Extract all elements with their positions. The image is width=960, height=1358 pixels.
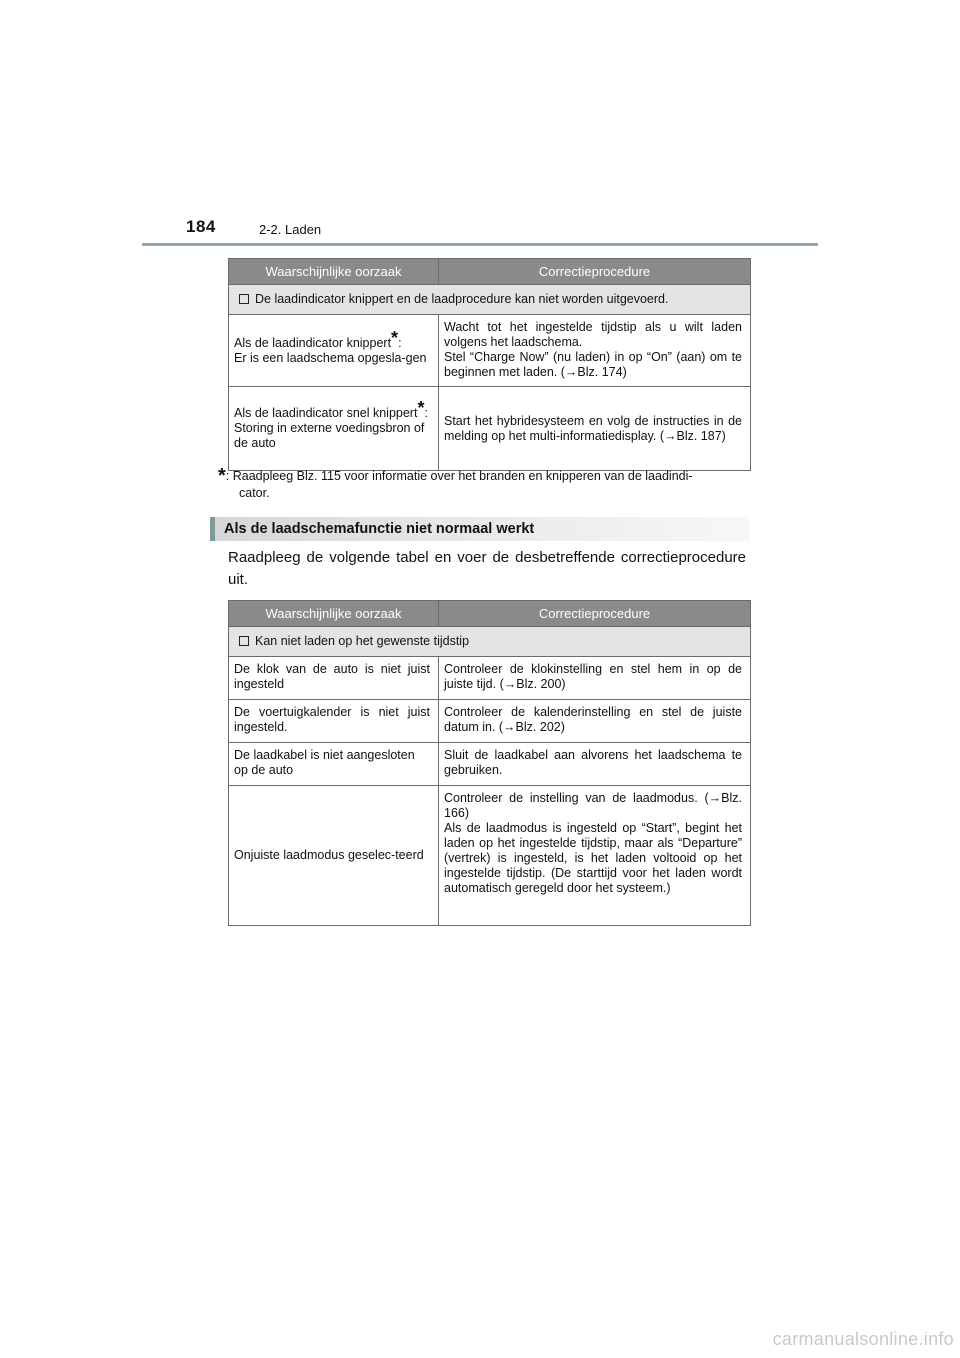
cause-cell: Als de laadindicator knippert*: Er is een laadschema opgesla-gen bbox=[229, 315, 439, 387]
section-label: 2-2. Laden bbox=[259, 222, 322, 237]
intro-paragraph: Raadpleeg de volgende tabel en voer de desbetreffende correctieprocedure uit. bbox=[228, 549, 746, 588]
page-number: 184 bbox=[186, 217, 216, 236]
section-heading-text: Als de laadschemafunctie niet normaal werkt bbox=[224, 521, 535, 537]
procedure-cell: Sluit de laadkabel aan alvorens het laadschema te gebruiken. bbox=[439, 743, 751, 786]
procedure-cell: Start het hybridesysteem en volg de instructies in de melding op het multi-informatiedisplay. (→Blz. 187) bbox=[439, 387, 751, 471]
cause-cell: De laadkabel is niet aangesloten op de auto bbox=[229, 743, 439, 786]
checkbox-icon bbox=[239, 294, 249, 304]
asterisk-icon: * bbox=[218, 465, 226, 487]
watermark: carmanualsonline.info bbox=[772, 1329, 954, 1349]
header-rule bbox=[142, 243, 818, 246]
procedure-cell: Controleer de klokinstelling en stel hem in op de juiste tijd. (→Blz. 200) bbox=[439, 657, 751, 700]
checkbox-icon bbox=[239, 636, 249, 646]
column-header-cause: Waarschijnlijke oorzaak bbox=[229, 259, 439, 285]
section-heading bbox=[210, 517, 750, 541]
column-header-procedure: Correctieprocedure bbox=[439, 259, 751, 285]
troubleshooting-table-2 bbox=[228, 600, 751, 926]
table-subheading: De laadindicator knippert en de laadprocedure kan niet worden uitgevoerd. bbox=[229, 285, 751, 315]
column-header-cause: Waarschijnlijke oorzaak bbox=[229, 601, 439, 627]
footnote: *: Raadpleeg Blz. 115 voor informatie over het branden en knipperen van de laadindi- cator. bbox=[218, 465, 693, 500]
cause-cell: De voertuigkalender is niet juist ingesteld. bbox=[229, 700, 439, 743]
asterisk-icon: * bbox=[417, 398, 425, 418]
column-header-procedure: Correctieprocedure bbox=[439, 601, 751, 627]
procedure-cell: Controleer de kalenderinstelling en stel de juiste datum in. (→Blz. 202) bbox=[439, 700, 751, 743]
cause-cell: Als de laadindicator snel knippert*: Storing in externe voedingsbron of de auto bbox=[229, 387, 439, 471]
heading-accent bbox=[210, 517, 215, 541]
procedure-cell: Wacht tot het ingestelde tijdstip als u wilt laden volgens het laadschema. Stel “Charge Now” (nu laden) in op “On” (aan) om te beginnen met laden. (→Blz. 174) bbox=[439, 315, 751, 387]
table-subheading: Kan niet laden op het gewenste tijdstip bbox=[229, 627, 751, 657]
cause-cell: De klok van de auto is niet juist ingesteld bbox=[229, 657, 439, 700]
troubleshooting-table-1 bbox=[228, 258, 751, 471]
asterisk-icon: * bbox=[391, 327, 399, 348]
procedure-cell: Controleer de instelling van de laadmodus. (→Blz. 166) Als de laadmodus is ingesteld op “Start”, begint het laden op het ingestelde tijdstip, maar als “Departure” (vertrek) is ingesteld, is het laden voltooid op het ingestelde tijdstip. (De starttijd voor het laden wordt automatisch geregeld door het systeem.) bbox=[439, 786, 751, 926]
cause-cell: Onjuiste laadmodus geselec-teerd bbox=[229, 786, 439, 926]
